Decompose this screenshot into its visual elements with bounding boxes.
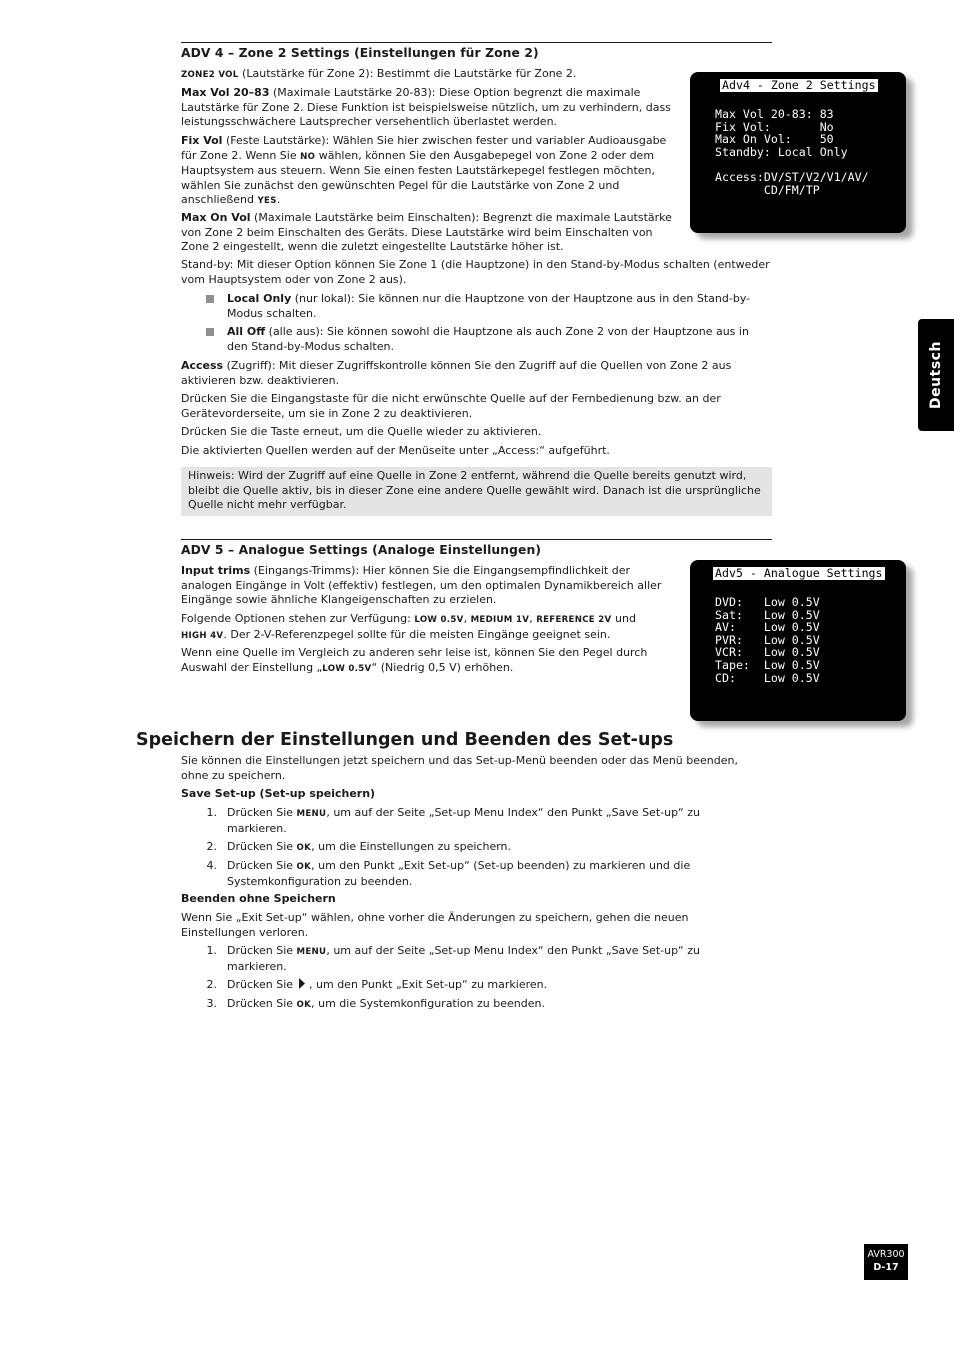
step-text: Drücken Sie xyxy=(227,806,297,819)
bullet-term: All Off xyxy=(227,325,266,338)
zone2vol-text: (Lautstärke für Zone 2): Bestimmt die Lautstärke für Zone 2. xyxy=(238,67,577,80)
option-reference: REFERENCE 2V xyxy=(536,615,612,625)
model-label: AVR300 xyxy=(867,1249,905,1260)
fixvol-end: . xyxy=(276,193,281,206)
access-term: Access xyxy=(181,359,224,372)
fixvol-paragraph xyxy=(181,134,681,209)
separator: , xyxy=(463,612,471,625)
list-item xyxy=(203,978,743,993)
access-text: (Zugriff): Mit dieser Zugriffskontrolle können Sie den Zugriff auf die Quellen von Zone 2 aus aktivieren bzw. deaktivieren. xyxy=(181,359,732,387)
maxvol-paragraph xyxy=(181,86,681,130)
menu-key: MENU xyxy=(296,809,327,819)
language-tab-label: Deutsch xyxy=(927,341,944,409)
option-low: LOW 0.5V xyxy=(414,615,464,625)
listed-paragraph: Die aktivierten Quellen werden auf der Menüseite unter „Access:“ aufgeführt. xyxy=(181,444,610,457)
trims-term: Input trims xyxy=(181,564,251,577)
exit-subheading-text: Beenden ohne Speichern xyxy=(181,892,336,905)
screen-title: Adv4 - Zone 2 Settings xyxy=(722,78,876,92)
ok-key: OK xyxy=(296,1000,312,1010)
zone2vol-paragraph xyxy=(181,67,681,83)
page-number: D-17 xyxy=(873,1262,899,1273)
page-number-box xyxy=(864,1244,908,1280)
list-item xyxy=(203,840,743,856)
option-medium: MEDIUM 1V xyxy=(470,615,530,625)
save-subheading xyxy=(181,787,756,802)
bullet-term: Local Only xyxy=(227,292,292,305)
press-paragraph: Drücken Sie die Eingangstaste für die nicht erwünschte Quelle auf der Fernbedienung bzw. an der Gerätevorderseite, um sie in Zone 2 zu deaktivieren. xyxy=(181,392,721,420)
step-text: , um auf der Seite „Set-up Menu Index“ den Punkt „Save Set-up“ zu markieren. xyxy=(227,944,701,973)
step-text: , um den Punkt „Exit Set-up“ (Set-up beenden) zu markieren und die Systemkonfiguration zu beenden. xyxy=(227,859,691,888)
again-paragraph: Drücken Sie die Taste erneut, um die Quelle wieder zu aktivieren. xyxy=(181,425,542,438)
step-text: Drücken Sie xyxy=(227,859,297,872)
list-item-all-off xyxy=(206,325,772,354)
step-number: 1. xyxy=(206,806,217,819)
step-number: 3. xyxy=(206,997,217,1010)
step-text: Drücken Sie xyxy=(227,840,297,853)
adv5-menu-screen xyxy=(690,560,906,721)
ok-key: OK xyxy=(296,843,312,853)
step-text: , um die Einstellungen zu speichern. xyxy=(311,840,512,853)
list-item xyxy=(203,944,743,974)
quiet-paragraph xyxy=(181,646,681,676)
standby-paragraph: Stand-by: Mit dieser Option können Sie Zone 1 (die Hauptzone) in den Stand-by-Modus schalten (entweder vom Hauptsystem oder von Zone 2 aus). xyxy=(181,258,770,286)
step-text: , um die Systemkonfiguration zu beenden. xyxy=(311,997,545,1010)
exit-intro: Wenn Sie „Exit Set-up“ wählen, ohne vorher die Änderungen zu speichern, gehen die neuen Einstellungen verloren. xyxy=(181,911,689,939)
options-text: Folgende Optionen stehen zur Verfügung: xyxy=(181,612,415,625)
step-text: Drücken Sie xyxy=(227,997,297,1010)
list-item xyxy=(203,859,743,889)
maxon-text: (Maximale Lautstärke beim Einschalten): Begrenzt die maximale Lautstärke von Zone 2 beim Einschalten des Geräts. Diese Lautstärke wird beim Einschalten von Zone 2 eingestellt, wenn die zuletzt eingestellte Lautstärke höher ist. xyxy=(181,211,672,253)
quiet-text: Wenn eine Quelle im Vergleich zu anderen sehr leise ist, können Sie den Pegel durch Auswahl der Einstellung „ xyxy=(181,646,648,674)
fixvol-text: wählen, können Sie den Ausgabepegel von Zone 2 oder dem Hauptsystem aus steuern. Wenn Sie einen festen Lautstärkepegel festlegen möchten, wählen Sie zunächst den gewünschten Pegel für die Lautstärke von Zone 2 und anschließend xyxy=(181,148,656,206)
step-number: 2. xyxy=(206,978,217,991)
list-item xyxy=(203,806,743,836)
step-text: Drücken Sie xyxy=(227,944,297,957)
bullet-text: (nur lokal): Sie können nur die Hauptzone von der Hauptzone aus in den Stand-by-Modus schalten. xyxy=(227,292,751,320)
adv5-heading: ADV 5 – Analogue Settings (Analoge Einstellungen) xyxy=(181,543,542,557)
adv4-menu-screen xyxy=(690,72,906,233)
fixvol-text: (Feste Lautstärke): Wählen Sie hier zwischen fester und variabler Audioausgabe für Zone 2. Wenn Sie xyxy=(181,134,667,162)
step-number: 4. xyxy=(206,859,217,872)
options-and: und xyxy=(611,612,636,625)
options-text: . Der 2-V-Referenzpegel sollte für die meisten Eingänge geeignet sein. xyxy=(223,627,611,641)
bullet-text: (alle aus): Sie können sowohl die Hauptzone als auch Zone 2 von der Hauptzone aus in den Stand-by-Modus schalten. xyxy=(227,325,749,353)
save-subheading-text: Save Set-up (Set-up speichern) xyxy=(181,787,376,800)
screen-title: Adv5 - Analogue Settings xyxy=(715,566,883,580)
access-paragraph xyxy=(181,359,772,388)
maxvol-term: Max Vol 20–83 xyxy=(181,86,270,99)
fixvol-no: NO xyxy=(300,151,316,162)
fixvol-yes: YES xyxy=(257,196,277,206)
note-box: Hinweis: Wird der Zugriff auf eine Quelle in Zone 2 entfernt, während die Quelle bereits genutzt wird, bleibt die Quelle aktiv, bis in dieser Zone eine andere Quelle gewählt wird. Danach ist die ursprüngliche Quelle nicht mehr verfügbar. xyxy=(181,467,772,516)
step-text: , um auf der Seite „Set-up Menu Index“ den Punkt „Save Set-up“ zu markieren. xyxy=(227,806,701,835)
quiet-text: “ (Niedrig 0,5 V) erhöhen. xyxy=(371,660,514,674)
step-number: 1. xyxy=(206,944,217,957)
section-rule-adv4 xyxy=(181,42,772,43)
maxon-paragraph xyxy=(181,211,681,255)
list-item xyxy=(203,997,743,1013)
zone2vol-term: ZONE2 VOL xyxy=(181,70,239,80)
screen-lines: Max Vol 20-83: 83 Fix Vol: No Max On Vol: 50 Standby: Local Only Access:DV/ST/V2/V1/AV/ CD/FM/TP xyxy=(715,107,869,197)
step-text: Drücken Sie xyxy=(227,978,297,991)
step-text: , um den Punkt „Exit Set-up“ zu markieren. xyxy=(305,978,548,991)
ok-key: OK xyxy=(296,862,312,872)
maxvol-text: (Maximale Lautstärke 20-83): Diese Option begrenzt die maximale Lautstärke für Zone 2. Diese Funktion ist beispielsweise nützlich, um zu verhindern, dass leistungsschwächere Lautsprecher versehentlich überlastet werden. xyxy=(181,86,671,128)
maxon-term: Max On Vol xyxy=(181,211,251,224)
section-rule-adv5 xyxy=(181,539,772,540)
list-item-local-only xyxy=(206,292,772,321)
options-paragraph xyxy=(181,612,681,643)
save-heading: Speichern der Einstellungen und Beenden des Set-ups xyxy=(136,730,674,750)
fixvol-term: Fix Vol xyxy=(181,134,223,147)
exit-subheading xyxy=(181,892,756,907)
trims-paragraph xyxy=(181,564,681,608)
bullet-square-icon xyxy=(206,328,214,336)
menu-key: MENU xyxy=(296,947,327,957)
step-number: 2. xyxy=(206,840,217,853)
bullet-square-icon xyxy=(206,295,214,303)
language-tab xyxy=(918,319,954,431)
trims-text: (Eingangs-Trimms): Hier können Sie die Eingangsempfindlichkeit der analogen Eingänge in Volt (effektiv) festlegen, um den optimalen Dynamikbereich aller Eingänge sowie ähnliche Klangeigenschaften zu erzielen. xyxy=(181,564,662,606)
separator: , xyxy=(529,612,537,625)
adv4-heading: ADV 4 – Zone 2 Settings (Einstellungen für Zone 2) xyxy=(181,46,539,60)
save-intro: Sie können die Einstellungen jetzt speichern und das Set-up-Menü beenden oder das Menü beenden, ohne zu speichern. xyxy=(181,754,738,782)
quiet-low: LOW 0.5V xyxy=(322,663,372,674)
option-high: HIGH 4V xyxy=(181,630,224,641)
screen-lines: DVD: Low 0.5V Sat: Low 0.5V AV: Low 0.5V PVR: Low 0.5V VCR: Low 0.5V Tape: Low 0.5V CD: Low 0.5V xyxy=(715,595,820,685)
right-arrow-key-icon xyxy=(298,978,306,989)
